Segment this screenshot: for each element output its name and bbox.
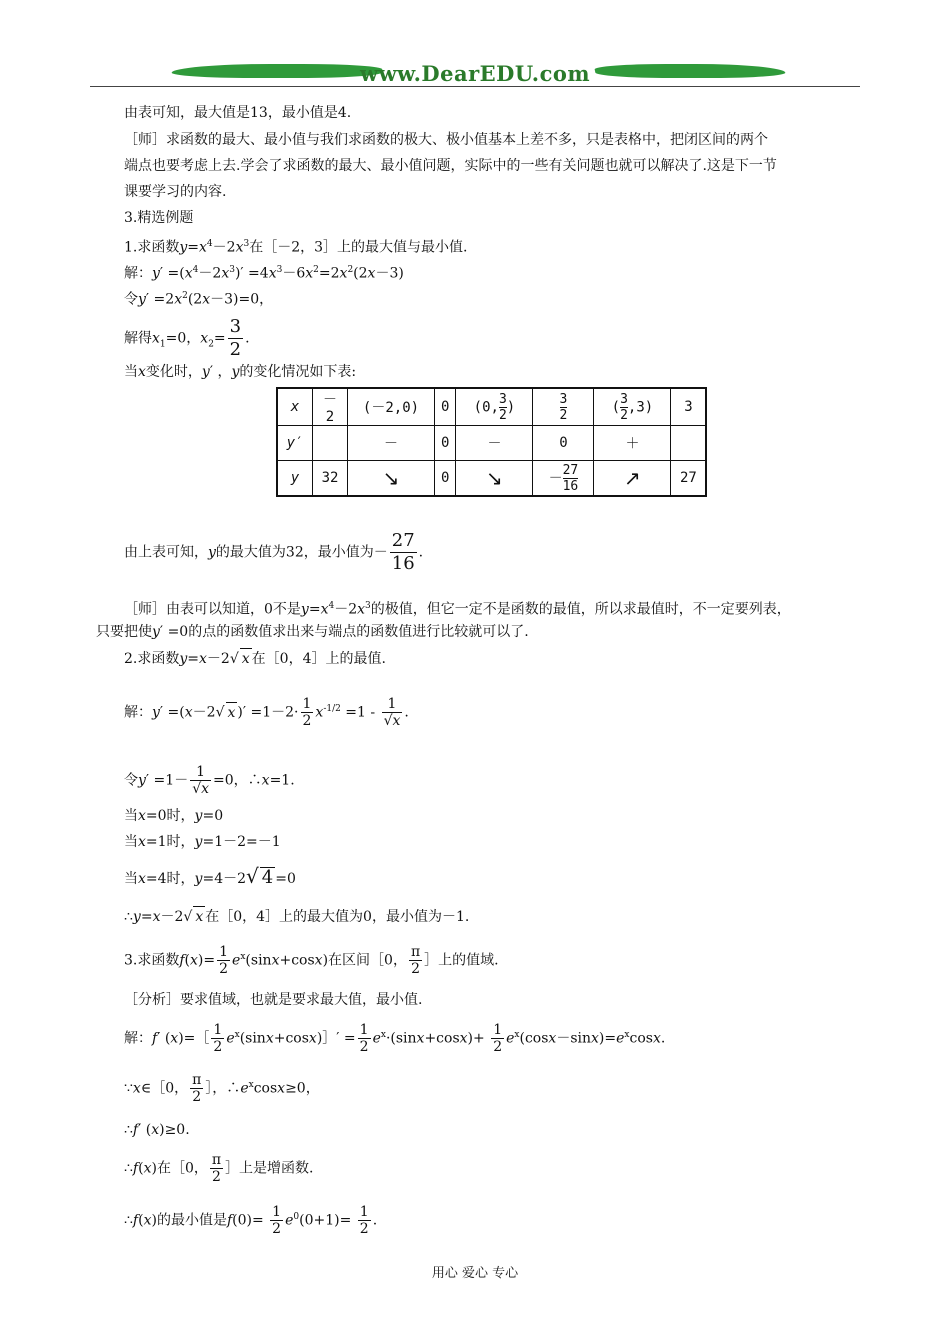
example-1-statement: 1.求函数$y=x^4-2x^3$在［－2，3］上的最大值与最小值. <box>124 239 468 256</box>
decreasing-arrow-icon: ↘ <box>486 466 503 490</box>
table-cell: 3 <box>671 388 707 426</box>
header-site-logo: www.DearEDU.com <box>360 61 591 86</box>
table-cell: － <box>456 426 533 461</box>
table-cell: 0 <box>533 426 594 461</box>
eval-x0: 当x=0时，y=0 <box>124 808 224 824</box>
table-row-y <box>277 461 706 497</box>
section-heading: 3.精选例题 <box>124 210 194 226</box>
table-cell: －2 <box>313 388 348 426</box>
table-cell: x <box>277 388 313 426</box>
solution-3-sign: ∴f′ (x)≥0. <box>124 1122 190 1138</box>
page-header <box>90 58 860 90</box>
solution-1-roots: 解得$x_1=0$，$x_2=$ $\frac{3}{2}$ . <box>124 316 250 360</box>
solution-3-derivative: 解：f′ (x)=［ $\frac{1}{2}$ $e^x(\sin x+\cos x)]'$ = $\frac{1}{2}$ $e^x\cdot(\sin x+\cos x)+$ $\frac{1}{2}$ $e^x(\cos x-\sin x)=e^x\cos x$. <box>124 1022 666 1055</box>
table-cell: (0, $\frac{3}{2}$ ) <box>456 388 533 426</box>
solution-2-set-zero: 令y′ =1－ $\frac{1}{√x}$ =0，∴x=1. <box>124 764 295 797</box>
teacher-note-2-cont: 只要把使y′ =0的点的函数值求出来与端点的函数值进行比较就可以了. <box>96 624 529 640</box>
table-intro: 当x变化时，y′ ，y的变化情况如下表: <box>124 364 357 380</box>
table-row-x <box>277 388 706 426</box>
increasing-arrow-icon: ↗ <box>624 466 641 490</box>
example-2-statement: 2.求函数y=x－2√ x 在［0，4］上的最值. <box>124 648 386 669</box>
table-cell: ＋ <box>594 426 671 461</box>
solution-2-derivative: 解：y′ =(x－2√ x )′ =1－2· $\frac{1}{2}$ $x^{-1/2} =1$ - $\frac{1}{√x}$ . <box>124 696 409 729</box>
eval-x4: 当x=4时，y=4－2√ 4 =0 <box>124 864 296 888</box>
solution-1-set-zero: 令$y' =2x^2(2x-3)=0$， <box>124 291 274 308</box>
table-cell <box>671 426 707 461</box>
conclusion-1: 由上表可知，y的最大值为32，最小值为－ $\frac{27}{16}$ . <box>124 530 424 574</box>
variation-table <box>276 387 707 497</box>
example-3-statement: 3.求函数f(x)= $\frac{1}{2}$ $e^x(\sin x+\cos x)$在区间［0， $\frac{\pi}{2}$ ］上的值域. <box>124 944 499 977</box>
table-cell: y <box>277 461 313 497</box>
solution-1-derivative: 解：$y' =(x^4-2x^3)' =4x^3-6x^2=2x^2(2x-3)$ <box>124 265 404 282</box>
page-footer: 用心 爱心 专心 <box>431 1266 519 1281</box>
table-row-yprime <box>277 426 706 461</box>
para-line: 端点也要考虑上去.学会了求函数的最大、最小值问题，实际中的一些有关问题也就可以解决了.这是下一节 <box>124 158 777 174</box>
table-cell: y′ <box>277 426 313 461</box>
para-line: ［师］求函数的最大、最小值与我们求函数的极大、极小值基本上差不多，只是表格中，把闭区间的两个 <box>124 132 768 148</box>
header-swoosh-left <box>171 64 384 78</box>
para-line: 课要学习的内容. <box>124 184 227 200</box>
teacher-note-2: ［师］由表可以知道，0不是$y=x^4-2x^3$的极值，但它一定不是函数的最值，所以求最值时，不一定要列表， <box>124 601 791 618</box>
solution-3-minimum: ∴f(x)的最小值是f(0)= $\frac{1}{2}$ $e^0(0+1)=$ $\frac{1}{2}$ . <box>124 1204 378 1237</box>
conclusion-2: ∴y=x－2√ x 在［0，4］上的最大值为0，最小值为－1. <box>124 906 469 927</box>
solution-3-domain: ∵x∈［0， $\frac{\pi}{2}$ ］，$\therefore e^x\cos x\ge 0$， <box>124 1072 320 1105</box>
table-cell: 0 <box>435 388 456 426</box>
analysis-note: ［分析］要求值域，也就是要求最大值，最小值. <box>124 992 423 1008</box>
eval-x1: 当x=1时，y=1－2=－1 <box>124 834 281 850</box>
header-rule <box>90 86 860 87</box>
table-cell: 27 <box>671 461 707 497</box>
table-cell: 0 <box>435 426 456 461</box>
table-cell <box>594 461 671 497</box>
table-cell: 0 <box>435 461 456 497</box>
table-cell: $\frac{3}{2}$ <box>533 388 594 426</box>
header-swoosh-right <box>594 64 787 78</box>
table-cell: (－2,0) <box>348 388 435 426</box>
table-cell: 32 <box>313 461 348 497</box>
para-line: 由表可知，最大值是13，最小值是4. <box>124 105 352 121</box>
table-cell <box>313 426 348 461</box>
table-cell: － <box>348 426 435 461</box>
solution-3-increasing: ∴f(x)在［0， $\frac{\pi}{2}$ ］上是增函数. <box>124 1152 314 1185</box>
table-cell: ( $\frac{3}{2}$ ,3) <box>594 388 671 426</box>
table-cell: － $\frac{27}{16}$ <box>533 461 594 497</box>
decreasing-arrow-icon: ↘ <box>382 466 400 490</box>
table-cell <box>456 461 533 497</box>
table-cell <box>348 461 435 497</box>
